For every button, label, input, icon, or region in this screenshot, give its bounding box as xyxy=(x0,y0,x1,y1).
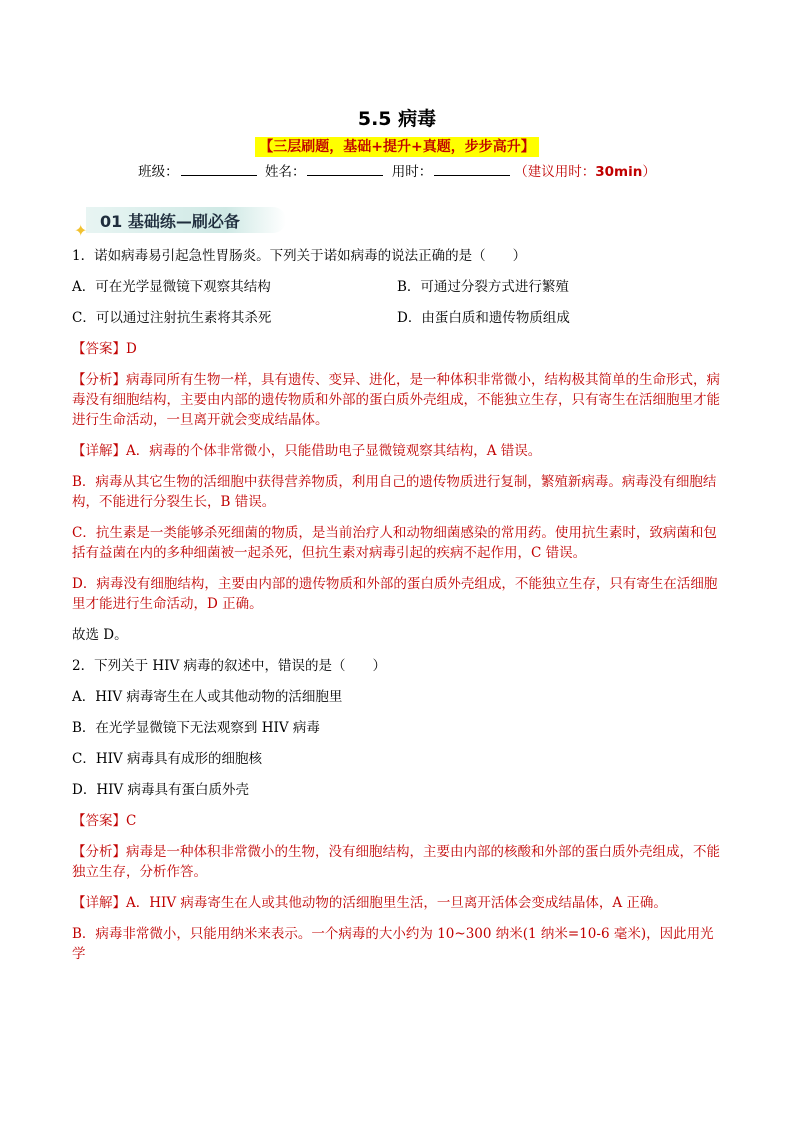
subtitle-highlight: 【三层刷题，基础+提升+真题，步步高升】 xyxy=(255,137,538,157)
q1-analysis xyxy=(72,370,722,430)
q1-options-row1 xyxy=(72,277,722,297)
section-title: 01 基础练—刷必备 xyxy=(100,212,240,231)
answer-tag: 【答案】 xyxy=(72,813,126,829)
subtitle-wrap xyxy=(0,136,794,157)
q2-option-a: A．HIV 病毒寄生在人或其他动物的活细胞里 xyxy=(72,689,343,705)
answer-tag: 【答案】 xyxy=(72,341,126,357)
q1-option-d: D．由蛋白质和遗传物质组成 xyxy=(397,310,570,326)
class-label: 班级： xyxy=(138,164,179,180)
suggested-time xyxy=(514,164,656,180)
time-blank xyxy=(434,163,510,176)
q1-stem: 1．诺如病毒易引起急性胃肠炎。下列关于诺如病毒的说法正确的是（ ） xyxy=(72,248,527,264)
analysis-tag: 【分析】 xyxy=(72,844,126,860)
suggest-time-value: 30min xyxy=(595,164,643,180)
analysis-tag: 【分析】 xyxy=(72,372,126,388)
q1-option-c: C．可以通过注射抗生素将其杀死 xyxy=(72,310,272,326)
page-title: 5.5 病毒 xyxy=(357,108,437,130)
analysis-text: 病毒是一种体积非常微小的生物，没有细胞结构，主要由内部的核酸和外部的蛋白质外壳组成，不能独立生存，分析作答。 xyxy=(72,844,720,880)
time-label: 用时： xyxy=(391,164,433,180)
detail-tag: 【详解】 xyxy=(72,895,126,911)
name-blank xyxy=(307,163,383,176)
q1-detail-a xyxy=(72,441,722,461)
star-icon: ✦ xyxy=(74,221,88,240)
detail-a-text: A．病毒的个体非常微小，只能借助电子显微镜观察其结构，A 错误。 xyxy=(126,443,542,459)
detail-a-text: A．HIV 病毒寄生在人或其他动物的活细胞里生活，一旦离开活体会变成结晶体，A 正确。 xyxy=(126,895,667,911)
suggest-prefix: （建议用时： xyxy=(514,164,596,180)
content-body xyxy=(72,246,722,975)
q2-option-b: B．在光学显微镜下无法观察到 HIV 病毒 xyxy=(72,720,320,736)
detail-tag: 【详解】 xyxy=(72,443,126,459)
q2-stem: 2．下列关于 HIV 病毒的叙述中，错误的是（ ） xyxy=(72,658,387,674)
answer-value: C xyxy=(126,813,137,829)
q1-conclusion: 故选 D。 xyxy=(72,627,128,643)
q1-detail-b: B．病毒从其它生物的活细胞中获得营养物质，利用自己的遗传物质进行复制，繁殖新病毒。病毒没有细胞结构，不能进行分裂生长，B 错误。 xyxy=(72,474,717,510)
name-label: 姓名： xyxy=(264,164,306,180)
q1-option-a: A．可在光学显微镜下观察其结构 xyxy=(72,279,271,295)
answer-value: D xyxy=(126,341,137,357)
q2-option-c: C．HIV 病毒具有成形的细胞核 xyxy=(72,751,262,767)
q1-detail-d: D．病毒没有细胞结构，主要由内部的遗传物质和外部的蛋白质外壳组成，不能独立生存，只有寄生在活细胞里才能进行生命活动，D 正确。 xyxy=(72,576,718,612)
q1-options-row2 xyxy=(72,308,722,328)
q1-answer xyxy=(72,339,722,359)
q2-analysis xyxy=(72,842,722,882)
q2-answer xyxy=(72,811,722,831)
q1-detail-c: C．抗生素是一类能够杀死细菌的物质，是当前治疗人和动物细菌感染的常用药。使用抗生素时，致病菌和包括有益菌在内的多种细菌被一起杀死，但抗生素对病毒引起的疾病不起作用，C 错误。 xyxy=(72,525,717,561)
q2-detail-b: B．病毒非常微小，只能用纳米来表示。一个病毒的大小约为 10~300 纳米(1 纳米=10-6 毫米)，因此用光学 xyxy=(72,926,714,962)
class-blank xyxy=(181,163,257,176)
suggest-suffix: ） xyxy=(642,164,656,180)
q1-option-b: B．可通过分裂方式进行繁殖 xyxy=(397,279,569,295)
analysis-text: 病毒同所有生物一样，具有遗传、变异、进化，是一种体积非常微小，结构极其简单的生命形式，病毒没有细胞结构，主要由内部的遗传物质和外部的蛋白质外壳组成，不能独立生存，只有寄生在活细胞里才能进行生命活动，一旦离开就会变成结晶体。 xyxy=(72,372,720,428)
info-line xyxy=(0,160,794,180)
q2-detail-a xyxy=(72,893,722,913)
section-banner xyxy=(74,205,286,240)
q2-option-d: D．HIV 病毒具有蛋白质外壳 xyxy=(72,782,249,798)
